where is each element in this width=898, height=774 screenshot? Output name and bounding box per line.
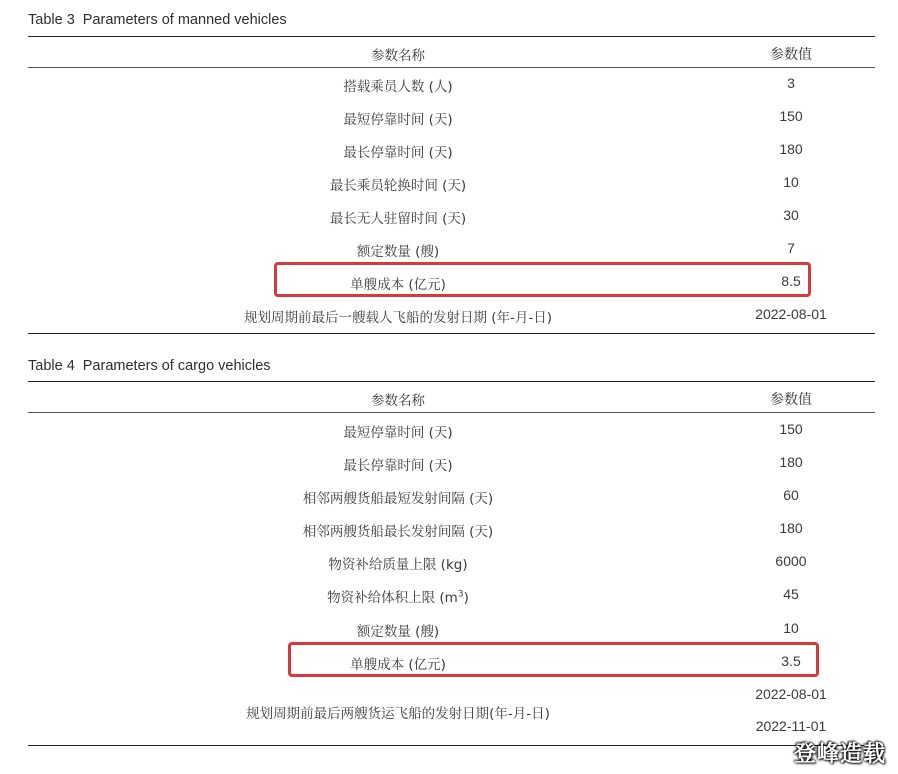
- row-value: 10: [783, 174, 799, 190]
- row-value: 2022-08-01: [755, 686, 827, 702]
- row-name: 物资补给质量上限 (kg): [328, 557, 468, 573]
- row-value: 180: [779, 141, 803, 157]
- table-4-header-name: 参数名称: [371, 393, 425, 409]
- row-name: 最长乘员轮换时间 (天): [329, 178, 467, 194]
- row-value: 3.5: [781, 653, 801, 669]
- row-value: 180: [779, 454, 803, 470]
- row-name: 额定数量 (艘): [356, 624, 440, 640]
- table-4-header-value: 参数值: [770, 391, 812, 407]
- row-name: 规划周期前最后一艘载人飞船的发射日期 (年-月-日): [243, 310, 553, 326]
- row-name: 最短停靠时间 (天): [343, 112, 453, 128]
- watermark: 登峰造载: [793, 742, 886, 767]
- table-4-caption: [28, 358, 271, 374]
- row-value: 10: [783, 620, 799, 636]
- row-name-superscript: 3: [457, 589, 464, 600]
- table-4-top-rule: [28, 381, 875, 382]
- table-3-title: Parameters of manned vehicles: [82, 12, 287, 28]
- table-3-header-name: 参数名称: [371, 48, 425, 64]
- table-3-header-rule: [28, 67, 875, 68]
- table-3-bottom-rule: [28, 333, 875, 334]
- row-name: 最长无人驻留时间 (天): [329, 211, 467, 227]
- row-value: 6000: [775, 553, 807, 569]
- row-name: [28, 586, 768, 606]
- row-value: 150: [779, 421, 803, 437]
- row-value: 8.5: [781, 273, 801, 289]
- row-name: 最长停靠时间 (天): [343, 145, 453, 161]
- row-value: 2022-08-01: [755, 306, 827, 322]
- row-name: 搭载乘员人数 (人): [343, 79, 453, 95]
- highlight-box: [274, 262, 811, 297]
- table-3-top-rule: [28, 36, 875, 37]
- row-value: 7: [787, 240, 795, 256]
- row-name: 额定数量 (艘): [356, 244, 440, 260]
- row-value: 150: [779, 108, 803, 124]
- table-4-header-rule: [28, 412, 875, 413]
- row-name-prefix: 物资补给体积上限 (m: [327, 590, 458, 606]
- row-value: 180: [779, 520, 803, 536]
- row-value: 30: [783, 207, 799, 223]
- row-name: 相邻两艘货船最长发射间隔 (天): [302, 524, 494, 540]
- highlight-box: [288, 642, 819, 677]
- table-4-bottom-rule: [28, 745, 875, 746]
- row-name: 规划周期前最后两艘货运飞船的发射日期(年-月-日): [246, 706, 550, 722]
- row-name: 单艘成本 (亿元): [350, 657, 446, 673]
- row-name-suffix: ): [463, 590, 469, 606]
- table-3-header-value: 参数值: [770, 46, 812, 62]
- table-4-number: Table 4: [28, 358, 75, 374]
- row-name: 单艘成本 (亿元): [350, 277, 446, 293]
- table-3-caption: [28, 12, 287, 28]
- table-3-number: Table 3: [28, 12, 75, 28]
- row-name: 最短停靠时间 (天): [343, 425, 453, 441]
- row-name: 最长停靠时间 (天): [343, 458, 453, 474]
- row-value: 3: [787, 75, 795, 91]
- row-name: 相邻两艘货船最短发射间隔 (天): [302, 491, 494, 507]
- row-value-second: 2022-11-01: [755, 718, 827, 734]
- row-value: 60: [783, 487, 799, 503]
- row-value: 45: [783, 586, 799, 602]
- table-4-title: Parameters of cargo vehicles: [82, 358, 271, 374]
